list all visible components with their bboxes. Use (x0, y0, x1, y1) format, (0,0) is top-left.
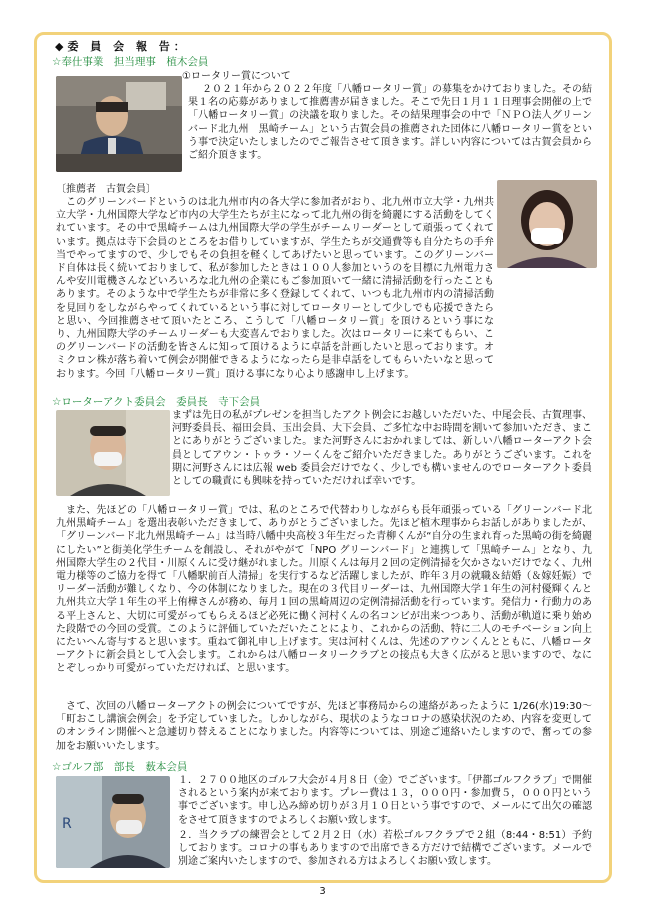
photo-koga (497, 180, 597, 268)
intro-heading: ①ロータリー賞について (182, 71, 291, 82)
svg-text:R: R (62, 816, 72, 832)
rotaract-body2: また、先ほどの「八幡ロータリー賞」では、私のところで代替わりしながらも長年頑張っている「グリーンバード北九州黒崎チーム」を選出表彰いただきまして、ありがとうございました。先ほど植木理事からお話しがありましたが、「グリーンバード北九州黒崎チーム」は当時八幡中央高校３年生だった青柳くんが“自分の生まれ育った黒崎の街を綺麗にしたい”と街美化学生チームを創設し、それがやがて「NPO グリーンバード」と連携して「黒崎チーム」となり、九州国際大学生の２代目・川原くんに受け継がれました。川原くんは毎月２回の定例清掃を欠かさないだけでなく、九州電力様等のご協力を得て「八幡駅前百人清掃」を実行するなど活躍しましたが、昨年３月の就職＆結婚（＆嫁妊娠）でリーダー活動が難しくなり、今の体制になりました。現在の３代目リーダーは、九州国際大学１年生の河村優輝くんと九州共立大学１年生の平上侑樺さんが務め、毎月１回の黒崎周辺の定例清掃活動を行っています。発信力・行動力のある平上さんと、大切に可愛がってもらえるほど必死に働く河村くんの名コンビが出来つつあり、活動が軌道に乗り始めた段階での今回の受賞。このように評価していただいたことにより、これからの活動、特に二人のモチベーション向上にたいへん寄与すると思います。重ねて御礼申し上げます。実は河村くんは、先述のアウンくんとともに、八幡ローターアクトに新会員として入会します。これからは八幡ロータリークラブとの接点も大きく広がると思いますので、なにとぞしっかり可愛がっていただければ、と思います。 (56, 505, 592, 675)
photo-yabumoto (56, 776, 170, 868)
koga-body-part (56, 196, 494, 381)
intro-text: ２０２１年から２０２２年度「八幡ロータリー賞」の募集をかけておりました。その結果１名の応募がありまして推薦書が届きました。そこで先日１月１１日理事会開催の上で「八幡ロータリー賞」の決議を取りました。その結果理事会の中で「ＮＰＯ法人グリーンバード北九州 黒崎チーム」という古賀会員の推薦された団体に八幡ロータリー賞をという事で決定いたしましたのでご報告させて頂きます。詳しい内容については古賀会員からご紹介頂きます。 (188, 84, 592, 162)
rotaract-body1: まずは先日の私がプレゼンを担当したアクト例会にお越しいただいた、中尾会長、古賀理事、河野委員長、福田会員、玉出会員、大下会員、ご多忙な中お時間を割いて参加いただき、まことにありがとうございました。また河野さんにおかれましては、新しい八幡ローターアクト会員としてアウン・トゥラ・ソーくんをご紹介いただきました。ありがとうございます。これを期に河野さんには広報 web 委員会だけでなく、少しでも構いませんのでローターアクト委員としての職責にも興味を持っていただければ幸いです。 (172, 410, 592, 488)
koga-body: このグリーンバードというのは北九州市内の各大学に参加者がおり、北九州市立大学・九州共立大学・九州国際大学など市内の大学生たちが主になって北九州の街を綺麗にする活動をしてくれています。その中で黒崎チームは九州国際大学の学生がチームリーダーとして頑張ってくれています。拠点は寺下会員のところをお借りしていますが、学生たちが交通費等も自分たちの手弁当でやってますので、少しでもその負担を軽くしてあげたいと思っています。このグリーンバード自体は長く続いておりまして、私が参加したときは１００人参加というのを目標に九州電力さんや安川電機さんなどいろいろな北九州の企業にもご参加頂いて一緒に清掃活動を行ったこともあります。そのような中で学生たちが非常に多く登録してくれて、いつも北九州市内の清掃活動を見回りをしながらやってくれているという事に対してロータリーとして少しでも応援できたらと思い、今回推薦させて頂いたところ、こうして「八幡ロータリー賞」を頂けるという事になり、九州国際大学のチームリーダーも大変喜んでおりました。次はロータリーに来てもらい、このグリーンバードの活動を皆さんに知って頂けるように卓話を計画したいと思っております。オミクロン株が落ち着いて例会が開催できるようになったら是非卓話をしてもらいたいなと思っております。今回「八幡ロータリー賞」頂ける事になり心より感謝申し上げます。 (56, 197, 494, 380)
recommender-label: 〔推薦者 古賀会員〕 (56, 184, 156, 195)
section-title-rotaract: ☆ローターアクト委員会 委員長 寺下会員 (52, 396, 261, 408)
report-header: ◆委 員 会 報 告： (55, 40, 189, 53)
page-number: 3 (319, 886, 326, 897)
golf-item1: １．２７００地区のゴルフ大会が４月８日（金）でございます。「伊都ゴルフクラブ」で開催されるという案内が来ております。プレー費は１３，０００円・参加費５，０００円という事でございます。申し込み締め切りが３月１０日という事ですので、メールにて出欠の確認をさせて頂きますのでよろしくお願い致します。 (178, 775, 592, 826)
section-title-golf: ☆ゴルフ部 部長 薮本会員 (52, 761, 188, 773)
section-title-service: ☆奉仕事業 担当理事 植木会員 (52, 56, 209, 68)
golf-item2: ２．当クラブの練習会として２月２日（水）若松ゴルフクラブで２組（8:44・8:51）予約しております。コロナの事もありますので出席できる方だけで結構でございます。メールで別途ご案内いたしますので、参加される方はよろしくお願い致します。 (178, 830, 592, 868)
rotaract-body3: さて、次回の八幡ローターアクトの例会についてですが、先ほど事務局からの連絡があったように 1/26(水)19:30～「町おこし講演会例会」を予定していました。しかしながら、現状のようなコロナの感染状況のため、内容を変更してのオンライン開催へと急遽切り替えることになりました。内容等については、別途ご連絡いたしますので、奮っての参加をお願いいたします。 (56, 701, 592, 752)
photo-terashita (56, 410, 170, 496)
photo-ueki (56, 76, 182, 172)
